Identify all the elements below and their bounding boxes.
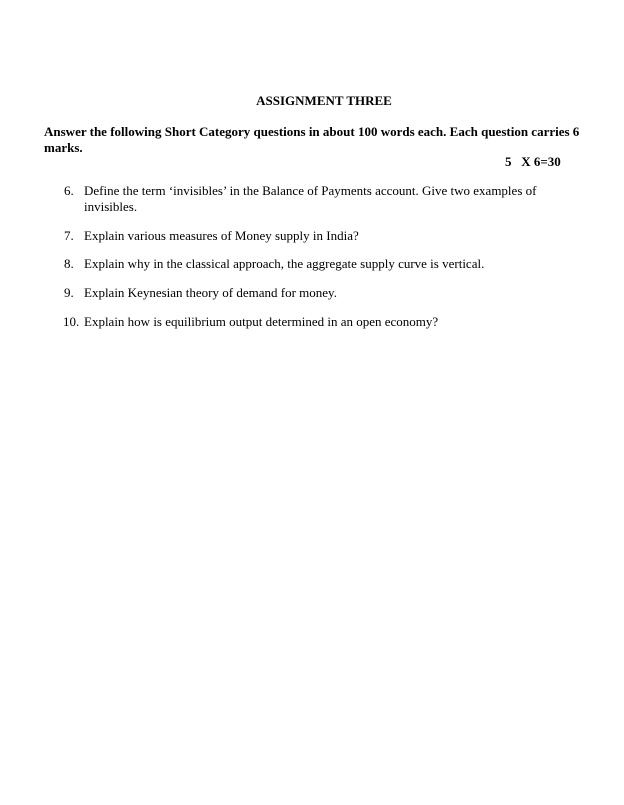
question-number: 10. [63, 314, 80, 329]
question-text: Define the term ‘invisibles’ in the Balance of Payments account. Give two examples of invisibles. [84, 183, 537, 214]
question-number: 7. [64, 228, 74, 243]
question-item [63, 183, 563, 215]
question-item [63, 285, 563, 301]
question-number: 8. [64, 256, 74, 271]
question-text: Explain various measures of Money supply in India? [84, 228, 359, 243]
question-text: Explain how is equilibrium output determined in an open economy? [84, 314, 439, 329]
question-item [63, 256, 563, 272]
question-number: 6. [64, 183, 74, 198]
assignment-title: ASSIGNMENT THREE [256, 93, 392, 108]
question-text: Explain why in the classical approach, the aggregate supply curve is vertical. [84, 256, 485, 271]
question-item [63, 314, 563, 330]
question-text: Explain Keynesian theory of demand for money. [84, 285, 337, 300]
question-number: 9. [64, 285, 74, 300]
marks-formula: 5 X 6=30 [505, 154, 561, 169]
instructions-text: Answer the following Short Category questions in about 100 words each. Each question carries 6 marks. [44, 124, 580, 155]
question-item [63, 228, 563, 244]
